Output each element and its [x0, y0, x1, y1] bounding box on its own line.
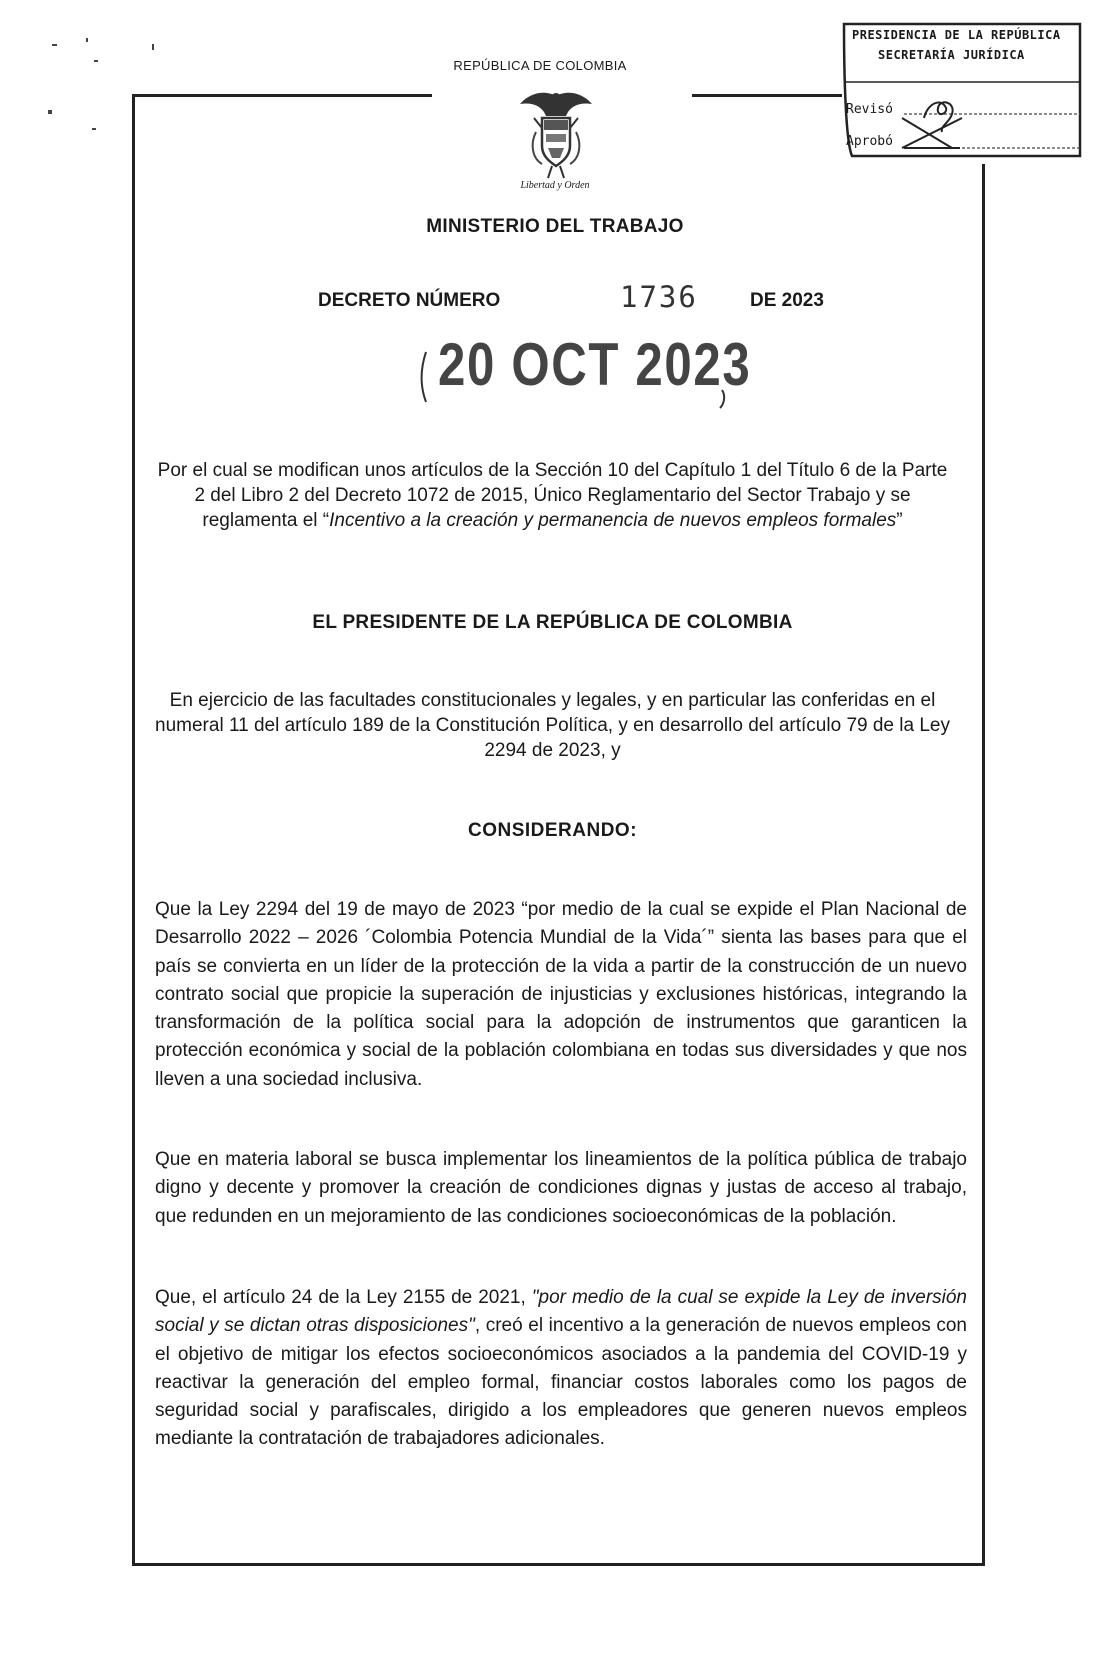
- summary-text-b: ”: [896, 510, 903, 531]
- president-heading: EL PRESIDENTE DE LA REPÚBLICA DE COLOMBIA: [312, 612, 793, 633]
- powers-paragraph: En ejercicio de las facultades constitucionales y legales, y en particular las conferidas en el numeral 11 del artículo 189 de la Constitución Política, y en desarrollo del artículo 79 de la Ley 2294 de 2023, y: [155, 690, 950, 761]
- scan-speck: [52, 44, 57, 46]
- considerando-heading: CONSIDERANDO:: [467, 820, 638, 841]
- scan-speck: [92, 128, 96, 130]
- p3-text-a: Que, el artículo 24 de la Ley 2155 de 2021,: [155, 1287, 532, 1308]
- considerando-paragraph-2: Que en materia laboral se busca implementar los lineamientos de la política pública de trabajo digno y decente y promover la creación de condiciones dignas y justas de acceso al trabajo, que redunden en un mejoramiento de las condiciones socioeconómicas de la población.: [155, 1149, 967, 1227]
- ministry-title: MINISTERIO DEL TRABAJO: [426, 216, 684, 237]
- stamp-reviso-label: Revisó: [846, 102, 893, 117]
- p3-text-italic: "por medio de la cual se expide la Ley de inversión social y se dictan otras disposiciones": [155, 1287, 968, 1337]
- summary-text-a: Por el cual se modifican unos artículos de la Sección 10 del Capítulo 1 del Título 6 de la Parte 2 del Libro 2 del Decreto 1072 de 2015, Único Reglamentario del Sector Trabajo y se reglamenta el “: [157, 460, 948, 531]
- stamp-aprobo-label: Aprobó: [846, 134, 893, 149]
- considerando-paragraph-1: Que la Ley 2294 del 19 de mayo de 2023 “por medio de la cual se expide el Plan Nacional de Desarrollo 2022 – 2026 ´Colombia Potencia Mundial de la Vida´” sienta las bases para que el país se convierta en un líder de la protección de la vida a partir de la construcción de un nuevo contrato social que propicie la superación de injusticias y exclusiones históricas, integrando la transformación de la política social para la adopción de instrumentos que garanticen la protección económica y social de la población colombiana en todas sus diversidades y que nos lleven a una sociedad inclusiva.: [155, 899, 967, 1090]
- frame-top-right-line: [692, 94, 842, 97]
- decree-number: 1736: [620, 280, 698, 314]
- stamp-secretary-text: SECRETARÍA JURÍDICA: [878, 48, 1025, 62]
- frame-left-line: [132, 94, 135, 1566]
- summary-text-italic: Incentivo a la creación y permanencia de nuevos empleos formales: [329, 510, 897, 531]
- p3-text-b: , creó el incentivo a la generación de nuevos empleos con el objetivo de mitigar los efectos socioeconómicos asociados a la pandemia del COVID-19 y reactivar la generación del empleo formal, financiar costos laborales como los pagos de seguridad social y parafiscales, dirigido a los empleadores que generen nuevos empleos mediante la contratación de trabajadores adicionales.: [155, 1315, 968, 1450]
- scan-speck: [86, 38, 88, 42]
- coat-of-arms-icon: [516, 88, 596, 180]
- decree-year: DE 2023: [750, 290, 824, 311]
- scan-speck: [94, 60, 98, 62]
- republic-header: REPÚBLICA DE COLOMBIA: [453, 58, 627, 73]
- frame-top-left-line: [132, 94, 432, 97]
- considerando-paragraph-3: [155, 1284, 967, 1454]
- decree-label: DECRETO NÚMERO: [318, 290, 501, 311]
- scan-speck: [48, 110, 52, 114]
- frame-bottom-line: [132, 1563, 985, 1566]
- stamp-presidency-text: PRESIDENCIA DE LA REPÚBLICA: [852, 28, 1061, 42]
- decree-summary: [150, 458, 955, 533]
- date-stamp: 20 OCT 2023: [438, 331, 752, 398]
- frame-right-line: [982, 164, 985, 1566]
- scan-speck: [152, 44, 154, 50]
- motto-text: Libertad y Orden: [520, 180, 590, 191]
